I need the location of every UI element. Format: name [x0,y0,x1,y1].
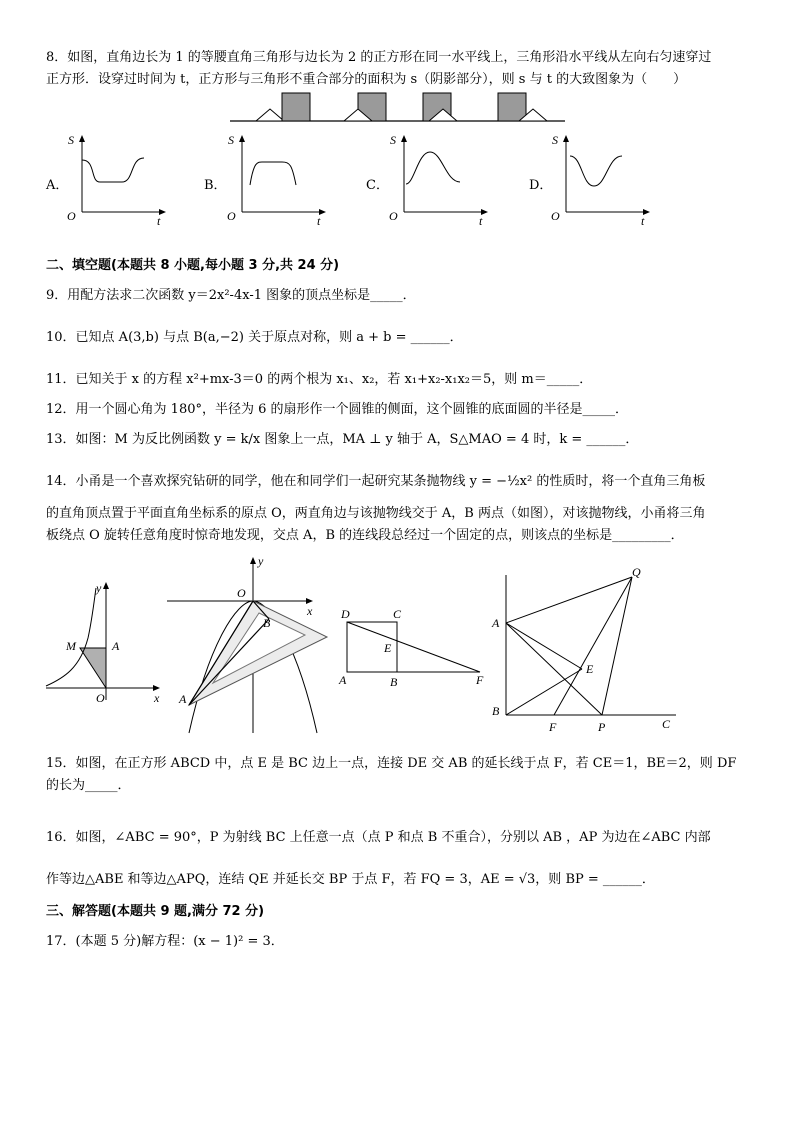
axis-s-label: S [552,133,558,147]
q15-line1: 15．如图，在正方形 ABCD 中，点 E 是 BC 边上一点，连接 DE 交 AB 的延长线于点 F，若 CE＝1，BE＝2，则 DF [46,756,737,771]
axis-t-label: t [157,214,161,228]
graph-d [546,130,656,228]
figure-q16 [490,565,690,737]
q14-line3: 板绕点 O 旋转任意角度时惊奇地发现，交点 A，B 的连线段总经过一个固定的点，则该点的坐标是_________． [46,528,684,543]
label-o: O [237,586,246,600]
axis-o-label: O [389,209,398,223]
q9-text: 9．用配方法求二次函数 y＝2x²-4x-1 图象的顶点坐标是_____． [46,288,416,303]
section-2-heading: 二、填空题(本题共 8 小题,每小题 3 分,共 24 分) [46,258,340,273]
label-f: F [476,673,484,687]
label-a: A [179,692,187,706]
label-e: E [586,662,594,676]
graph-c [384,130,494,228]
axis-s-label: S [68,133,74,147]
axis-o-label: O [67,209,76,223]
option-a: A． [46,178,69,193]
label-p: P [598,720,606,734]
label-a: A [492,616,500,630]
q13-text: 13．如图：M 为反比例函数 y = k/x 图象上一点，MA ⊥ y 轴于 A，S△MAO = 4 时，k = ______． [46,432,639,447]
figure-q15 [334,604,494,689]
axis-t-label: t [317,214,321,228]
label-b: B [492,704,500,718]
axis-t-label: t [641,214,645,228]
label-a: A [112,639,120,653]
label-o: O [96,691,105,705]
label-f: F [549,720,557,734]
option-c: C． [366,178,389,193]
option-d: D． [529,178,553,193]
label-x: x [154,691,160,705]
label-x: x [307,604,313,618]
label-m: M [66,639,76,653]
q11-text: 11．已知关于 x 的方程 x²+mx-3＝0 的两个根为 x₁、x₂，若 x₁+x₂-x₁x₂＝5，则 m＝_____． [46,372,593,387]
section-3-heading: 三、解答题(本题共 9 题,满分 72 分) [46,904,265,919]
q16-line2: 作等边△ABE 和等边△APQ，连结 QE 并延长交 BP 于点 F，若 FQ = 3，AE = √3，则 BP = ______． [46,872,655,887]
label-c: C [662,717,671,731]
label-y: y [96,581,102,595]
label-c: C [393,607,402,621]
q14-line1: 14．小甬是一个喜欢探究钻研的同学，他在和同学们一起研究某条抛物线 y = −½x² 的性质时，将一个直角三角板 [46,474,706,489]
label-y: y [258,554,264,568]
axis-o-label: O [227,209,236,223]
q8-line1: 8．如图，直角边长为 1 的等腰直角三角形与边长为 2 的正方形在同一水平线上，三角形沿水平线从左向右匀速穿过 [46,50,712,65]
graph-b [222,130,332,228]
axis-o-label: O [551,209,560,223]
q10-text: 10．已知点 A(3,b) 与点 B(a,−2) 关于原点对称，则 a + b = ______． [46,330,463,345]
option-b: B． [204,178,227,193]
figure-q14 [165,555,335,740]
label-d: D [341,607,350,621]
q12-text: 12．用一个圆心角为 180°，半径为 6 的扇形作一个圆锥的侧面，这个圆锥的底面圆的半径是_____． [46,402,629,417]
label-b: B [263,616,271,630]
q14-line2: 的直角顶点置于平面直角坐标系的原点 O，两直角边与该抛物线交于 A，B 两点（如图），对该抛物线，小甬将三角 [46,506,706,521]
q8-line2: 正方形．设穿过时间为 t，正方形与三角形不重合部分的面积为 s（阴影部分），则 s 与 t 的大致图象为（ ） [46,72,687,87]
axis-t-label: t [479,214,483,228]
q8-strip-figure [230,90,570,126]
label-b: B [390,675,398,689]
graph-a [62,130,172,228]
q17-text: 17．(本题 5 分)解方程：(x − 1)² = 3． [46,934,284,949]
label-a: A [339,673,347,687]
axis-s-label: S [228,133,234,147]
axis-s-label: S [390,133,396,147]
figure-q13 [40,578,170,708]
label-q: Q [632,565,641,579]
q16-line1: 16．如图，∠ABC = 90°，P 为射线 BC 上任意一点（点 P 和点 B 不重合），分别以 AB ，AP 为边在∠ABC 内部 [46,830,711,845]
q15-line2: 的长为_____． [46,778,131,793]
label-e: E [384,641,392,655]
